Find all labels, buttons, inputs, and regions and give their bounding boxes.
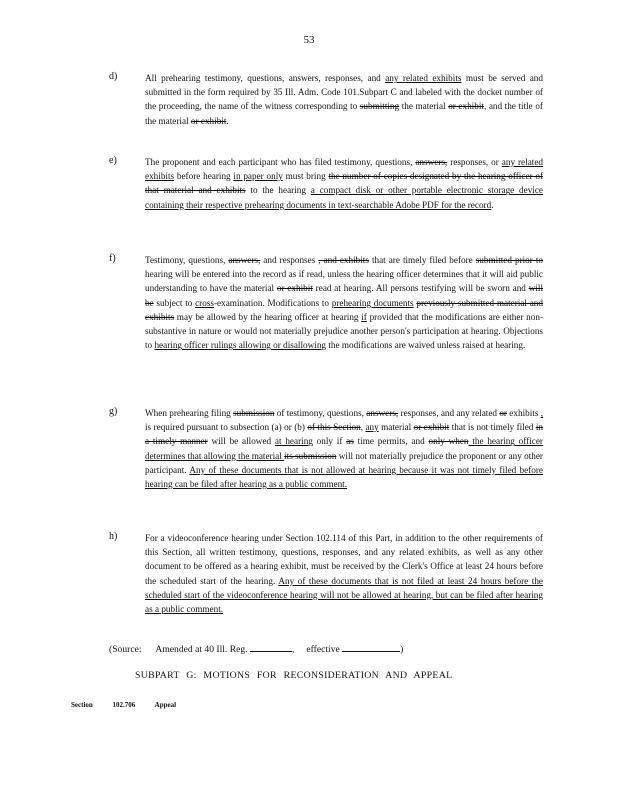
text-run: provided that the modifications are either non-substantive in nature or would not materially prejudice another person's participation at hearing. Objections to bbox=[145, 311, 544, 351]
inserted-text: the hearing officer determines that allowing the material bbox=[145, 436, 543, 461]
inserted-text: cross bbox=[195, 297, 214, 308]
page-number: 53 bbox=[303, 34, 315, 46]
section-heading bbox=[71, 701, 194, 709]
inserted-text: Any of these documents that is not filed at least 24 hours before the scheduled start of the videoconference hearing will not be allowed at hearing, but can be filed after hearing as a public comment. bbox=[145, 575, 543, 615]
subsection-text bbox=[145, 253, 543, 352]
text-run: . bbox=[226, 115, 229, 126]
text-run: read at hearing. All persons testifying will be sworn and bbox=[312, 283, 529, 294]
deleted-text: in a timely manner bbox=[145, 422, 543, 447]
deleted-text: submitted prior to bbox=[475, 255, 543, 265]
inserted-text: hearing officer rulings allowing or disallowing bbox=[154, 340, 327, 351]
deleted-text: submitting bbox=[359, 101, 400, 112]
deleted-text: only when bbox=[428, 436, 469, 447]
text-run: , and the title of the material bbox=[145, 101, 543, 126]
text-run: . bbox=[491, 199, 494, 210]
subsection-letter: f) bbox=[109, 253, 116, 264]
deleted-text: as bbox=[346, 436, 354, 447]
text-run: and responses bbox=[260, 255, 319, 265]
deleted-text: , and exhibits bbox=[318, 255, 369, 265]
subsection-letter: e) bbox=[109, 155, 117, 166]
text-run: time permits, and bbox=[353, 436, 429, 447]
deleted-text: or exhibit bbox=[190, 115, 227, 126]
text-run: responses, or bbox=[447, 157, 502, 167]
inserted-text: in paper only bbox=[233, 171, 283, 182]
source-close: ) bbox=[400, 644, 404, 655]
subsection-letter: g) bbox=[109, 406, 118, 417]
text-run: must be served and submitted in the form required by 35 Ill. Adm. Code 101.Subpart C and labeled with the docket number of the proceeding, the name of the witness corresponding to bbox=[145, 73, 543, 112]
text-run: All prehearing testimony, questions, answers, responses, and bbox=[145, 73, 386, 83]
deleted-text: will be bbox=[145, 283, 543, 308]
text-run: For a videoconference hearing under Section 102.114 of this Part, in addition to the other requirements of this Section, all written testimony, questions, responses, and any related exhibits, as well as any other document to be offered as a hearing exhibit, must be received by the Clerk's Office at least 24 hours before the scheduled start of the hearing. bbox=[145, 533, 543, 586]
text-run: that are timely filed before bbox=[368, 255, 476, 265]
source-effective: effective bbox=[306, 644, 340, 655]
inserted-text: at hearing bbox=[274, 436, 313, 447]
text-run: responses, and any related bbox=[398, 408, 500, 418]
text-run: will not materially prejudice the proponent or any other participant. bbox=[145, 450, 543, 475]
text-run: material bbox=[378, 422, 414, 433]
text-run: before hearing bbox=[174, 171, 234, 182]
inserted-text: prehearing documents bbox=[331, 297, 414, 308]
text-run: , bbox=[360, 422, 366, 433]
deleted-text: answers, bbox=[228, 255, 261, 265]
text-run: the material bbox=[399, 101, 449, 112]
text-run: exhibits bbox=[506, 408, 541, 418]
text-run: The proponent and each participant who has filed testimony, questions, bbox=[145, 157, 416, 167]
subpart-heading: SUBPART G: MOTIONS FOR RECONSIDERATION AND APPEAL bbox=[135, 670, 453, 681]
subsection-text bbox=[145, 155, 543, 212]
deleted-text: or exhibit bbox=[276, 283, 313, 294]
deleted-text: of this Section bbox=[307, 422, 361, 433]
subsection-letter: h) bbox=[109, 531, 118, 542]
subsection-text bbox=[145, 406, 543, 491]
text-run: will be allowed bbox=[207, 436, 275, 447]
subsection-text bbox=[145, 71, 543, 128]
deleted-text: its submission bbox=[284, 450, 337, 461]
effective-date-blank bbox=[342, 641, 400, 652]
source-note: (Source: Amended at 40 Ill. Reg. , effective ) bbox=[109, 641, 549, 657]
text-run: is required pursuant to subsection (a) or (b) bbox=[145, 422, 308, 433]
section-number: 102.706 bbox=[112, 701, 136, 709]
text-run: only if bbox=[312, 436, 347, 447]
inserted-text: any related exhibits bbox=[385, 73, 462, 83]
text-run: -examination. Modifications to bbox=[214, 297, 332, 308]
text-run: must bring bbox=[282, 171, 329, 182]
register-blank bbox=[250, 641, 292, 652]
subsection-letter: d) bbox=[109, 71, 118, 82]
text-run: When prehearing filing bbox=[145, 408, 234, 418]
deleted-text: or bbox=[499, 408, 507, 418]
inserted-text: a compact disk or other portable electronic storage device containing their respective prehearing documents in text-searchable Adobe PDF for the record bbox=[145, 185, 544, 210]
inserted-text: if bbox=[361, 311, 367, 322]
source-open: (Source: bbox=[109, 644, 142, 655]
deleted-text: submission bbox=[233, 408, 275, 418]
text-run: Testimony, questions, bbox=[145, 255, 229, 265]
inserted-text: , bbox=[540, 408, 544, 418]
deleted-text: answers, bbox=[366, 408, 399, 418]
deleted-text: previously submitted material and exhibits bbox=[145, 297, 543, 322]
text-run: that is not timely filed bbox=[449, 422, 536, 433]
inserted-text: Any of these documents that is not allowed at hearing because it was not timely filed before hearing can be filed after hearing as a public comment. bbox=[145, 464, 543, 490]
text-run: to the hearing bbox=[245, 185, 311, 196]
text-run: the modifications are waived unless raised at hearing. bbox=[326, 340, 526, 351]
subsection-text bbox=[145, 531, 543, 616]
deleted-text: answers, bbox=[415, 157, 448, 167]
inserted-text: any related exhibits bbox=[145, 157, 543, 182]
text-run: of testimony, questions, bbox=[274, 408, 367, 418]
text-run: subject to bbox=[153, 297, 196, 308]
section-label: Section bbox=[71, 701, 93, 709]
deleted-text: or exhibit bbox=[413, 422, 450, 433]
source-amended: Amended at 40 Ill. Reg. bbox=[155, 644, 248, 655]
text-run: hearing will be entered into the record as if read, unless the hearing officer determines that it will aid public understanding to have the material bbox=[145, 269, 543, 294]
text-run: may be allowed by the hearing officer at hearing bbox=[174, 311, 362, 322]
deleted-text: the number of copies designated by the hearing officer of that material and exhibits bbox=[145, 171, 544, 196]
inserted-text: any bbox=[365, 422, 379, 433]
deleted-text: or exhibit bbox=[448, 101, 484, 112]
section-title: Appeal bbox=[154, 701, 177, 709]
